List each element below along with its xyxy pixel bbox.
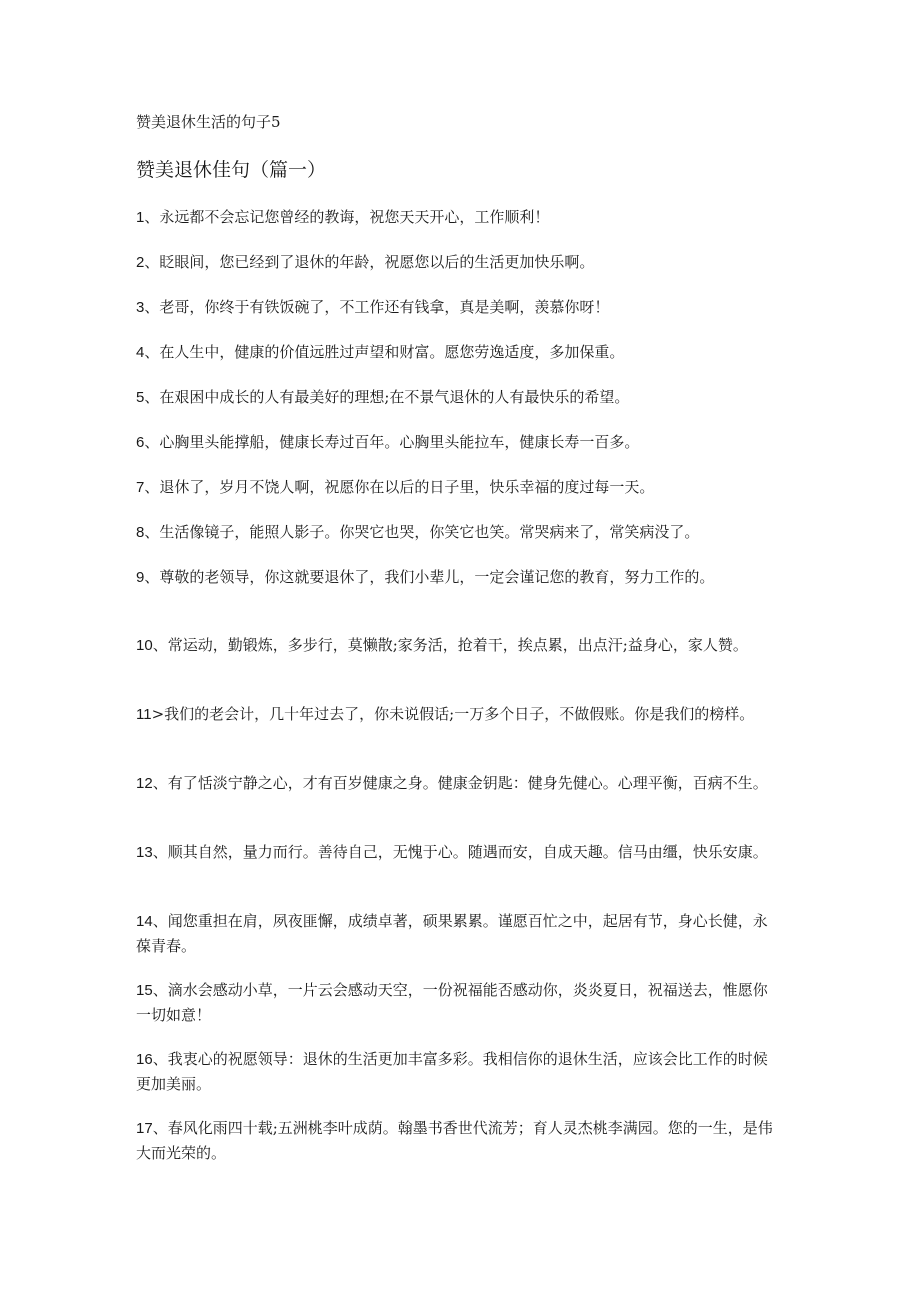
item-separator: 、 bbox=[144, 343, 160, 361]
item-text: 在人生中，健康的价值远胜过声望和财富。愿您劳逸适度，多加保重。 bbox=[159, 343, 625, 361]
item-text: 闻您重担在肩，夙夜匪懈，成绩卓著，硕果累累。谨愿百忙之中，起居有节，身心长健，永葆青春。 bbox=[136, 912, 768, 955]
item-separator: 、 bbox=[144, 568, 160, 586]
item-number: 3 bbox=[136, 299, 145, 316]
item-text: 我衷心的祝愿领导：退休的生活更加丰富多彩。我相信你的退休生活，应该会比工作的时候更加美丽。 bbox=[136, 1050, 768, 1093]
section-heading: 赞美退休佳句（篇一） bbox=[136, 159, 327, 181]
item-text: 老哥，你终于有铁饭碗了，不工作还有钱拿，真是美啊，羡慕你呀！ bbox=[159, 298, 610, 316]
list-item bbox=[136, 633, 776, 658]
item-separator: 、 bbox=[152, 1050, 168, 1068]
list-item bbox=[136, 295, 776, 320]
list-item bbox=[136, 250, 776, 275]
item-separator: > bbox=[151, 705, 165, 723]
item-number: 11 bbox=[136, 706, 152, 723]
item-separator: 、 bbox=[152, 774, 168, 792]
item-separator: 、 bbox=[152, 981, 168, 999]
item-text: 生活像镜子，能照人影子。你哭它也哭，你笑它也笑。常哭病来了，常笑病没了。 bbox=[159, 523, 700, 541]
item-text: 顺其自然，量力而行。善待自己，无愧于心。随遇而安，自成天趣。信马由缰，快乐安康。 bbox=[167, 843, 768, 861]
item-text: 我们的老会计，几十年过去了，你未说假话;一万多个日子，不做假账。你是我们的榜样。 bbox=[164, 705, 755, 723]
list-item bbox=[136, 340, 776, 365]
list-item bbox=[136, 978, 776, 1027]
list-item bbox=[136, 909, 776, 958]
item-separator: 、 bbox=[152, 636, 168, 654]
item-number: 5 bbox=[136, 389, 145, 406]
item-number: 12 bbox=[136, 775, 153, 792]
item-number: 10 bbox=[136, 637, 153, 654]
list-item bbox=[136, 702, 776, 727]
item-separator: 、 bbox=[144, 253, 160, 271]
item-text: 心胸里头能撑船，健康长寿过百年。心胸里头能拉车，健康长寿一百多。 bbox=[159, 433, 640, 451]
list-item bbox=[136, 430, 776, 455]
item-number: 8 bbox=[136, 524, 145, 541]
list-item bbox=[136, 840, 776, 865]
item-number: 7 bbox=[136, 479, 145, 496]
list-item bbox=[136, 1047, 776, 1096]
item-number: 16 bbox=[136, 1051, 153, 1068]
item-separator: 、 bbox=[144, 478, 160, 496]
item-number: 6 bbox=[136, 434, 145, 451]
item-separator: 、 bbox=[152, 843, 168, 861]
item-number: 15 bbox=[136, 982, 153, 999]
item-number: 14 bbox=[136, 913, 153, 930]
item-separator: 、 bbox=[144, 523, 160, 541]
item-text: 永远都不会忘记您曾经的教诲，祝您天天开心，工作顺利！ bbox=[159, 208, 550, 226]
list-item bbox=[136, 1116, 776, 1165]
item-text: 眨眼间，您已经到了退休的年龄，祝愿您以后的生活更加快乐啊。 bbox=[159, 253, 595, 271]
item-number: 2 bbox=[136, 254, 145, 271]
item-text: 尊敬的老领导，你这就要退休了，我们小辈儿，一定会谨记您的教育，努力工作的。 bbox=[159, 568, 715, 586]
item-separator: 、 bbox=[144, 433, 160, 451]
item-number: 9 bbox=[136, 569, 145, 586]
item-separator: 、 bbox=[144, 388, 160, 406]
list-item bbox=[136, 520, 776, 545]
item-text: 春风化雨四十载;五洲桃李叶成荫。翰墨书香世代流芳；育人灵杰桃李满园。您的一生，是伟大而光荣的。 bbox=[136, 1119, 773, 1162]
item-text: 滴水会感动小草，一片云会感动天空，一份祝福能否感动你，炎炎夏日，祝福送去，惟愿你一切如意！ bbox=[136, 981, 768, 1024]
list-item bbox=[136, 771, 776, 796]
list-item bbox=[136, 205, 776, 230]
item-number: 13 bbox=[136, 844, 153, 861]
item-text: 有了恬淡宁静之心，才有百岁健康之身。健康金钥匙：健身先健心。心理平衡，百病不生。 bbox=[167, 774, 768, 792]
list-item bbox=[136, 385, 776, 410]
item-number: 17 bbox=[136, 1120, 153, 1137]
document-title: 赞美退休生活的句子5 bbox=[136, 113, 281, 131]
list-item bbox=[136, 565, 776, 590]
item-separator: 、 bbox=[152, 1119, 168, 1137]
list-item bbox=[136, 475, 776, 500]
item-separator: 、 bbox=[144, 208, 160, 226]
item-separator: 、 bbox=[144, 298, 160, 316]
item-text: 常运动，勤锻炼，多步行，莫懒散;家务活，抢着干，挨点累，出点汗;益身心，家人赞。 bbox=[167, 636, 748, 654]
item-text: 在艰困中成长的人有最美好的理想;在不景气退休的人有最快乐的希望。 bbox=[159, 388, 630, 406]
item-text: 退休了，岁月不饶人啊，祝愿你在以后的日子里，快乐幸福的度过每一天。 bbox=[159, 478, 655, 496]
item-number: 4 bbox=[136, 344, 145, 361]
item-number: 1 bbox=[136, 209, 145, 226]
item-separator: 、 bbox=[152, 912, 168, 930]
